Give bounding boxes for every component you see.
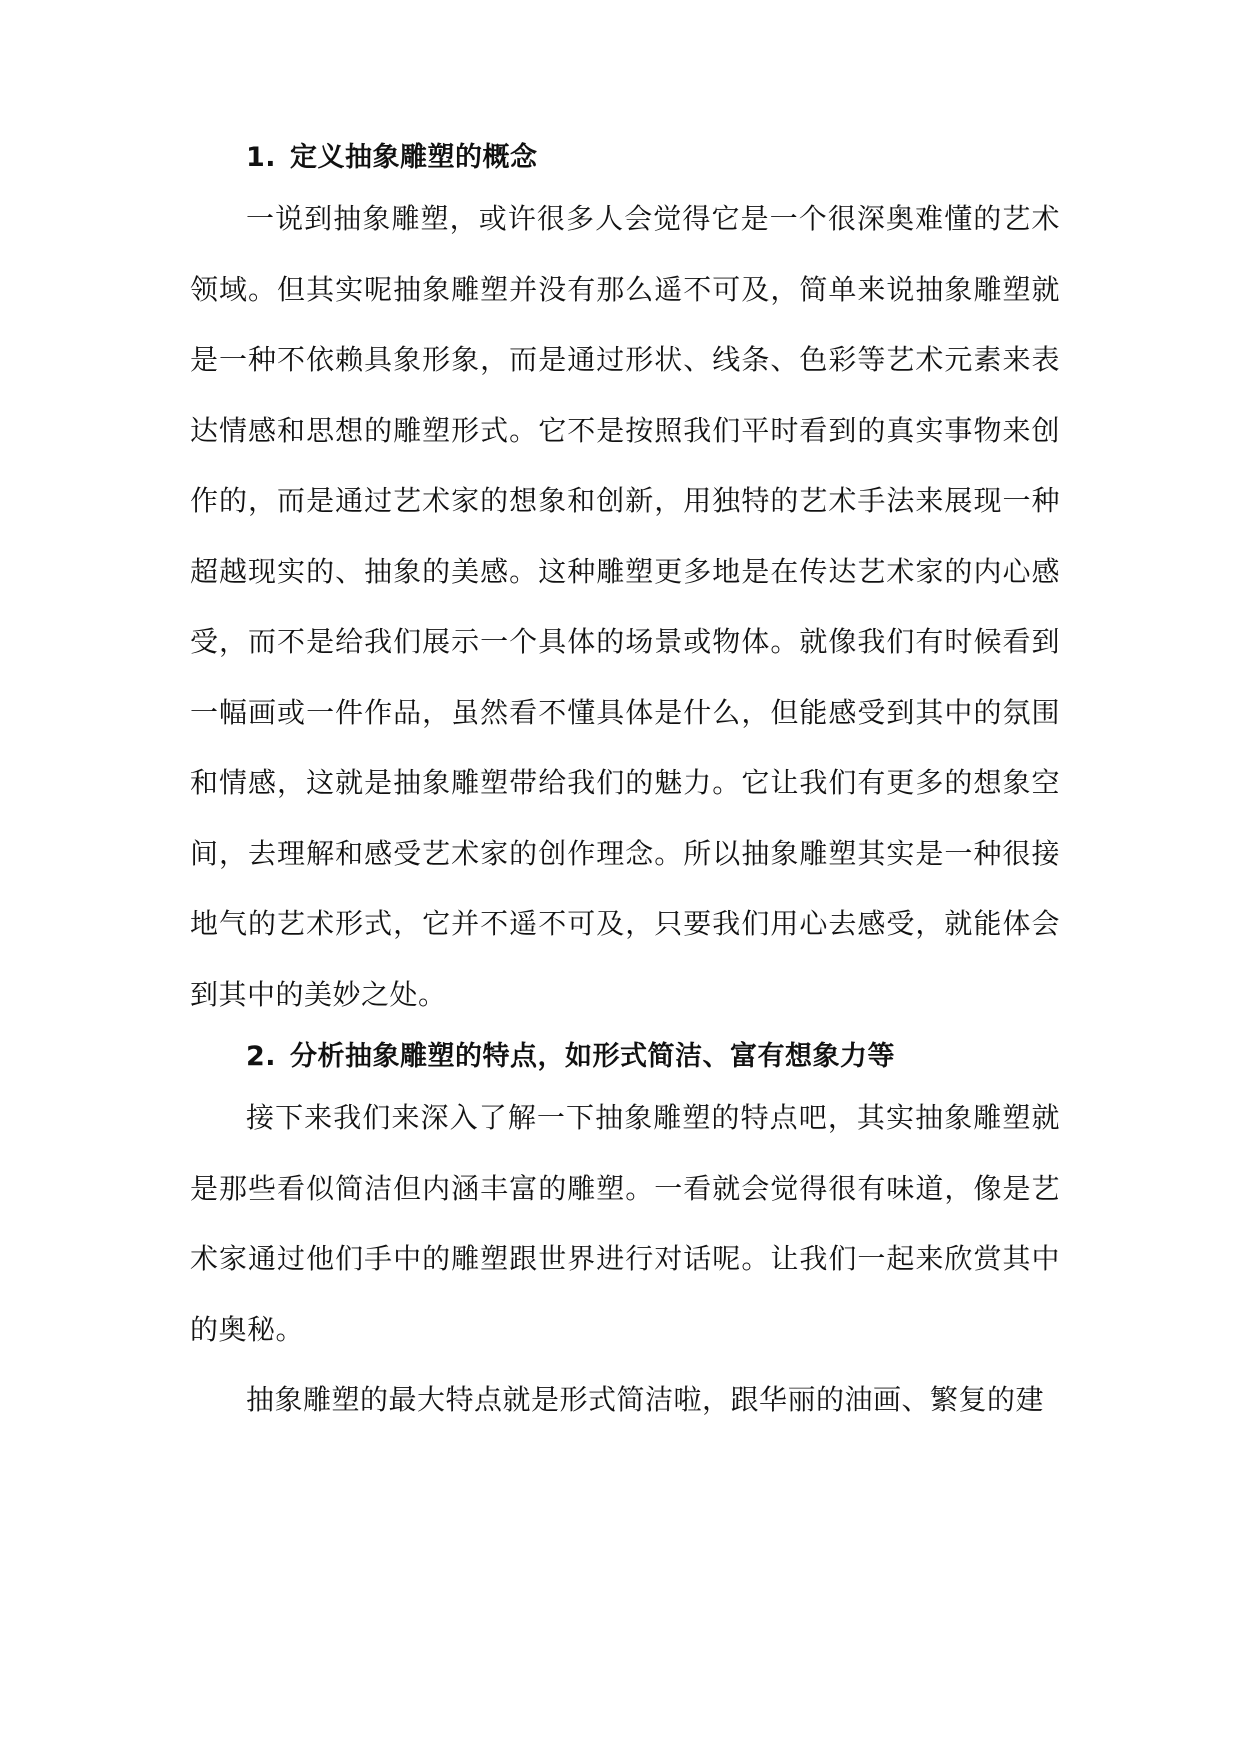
section-1-paragraph-1: 一说到抽象雕塑，或许很多人会觉得它是一个很深奥难懂的艺术领域。但其实呢抽象雕塑并没有那么遥不可及，简单来说抽象雕塑就是一种不依赖具象形象，而是通过形状、线条、色彩等艺术元素来表达情感和思想的雕塑形式。它不是按照我们平时看到的真实事物来创作的，而是通过艺术家的想象和创新，用独特的艺术手法来展现一种超越现实的、抽象的美感。这种雕塑更多地是在传达艺术家的内心感受，而不是给我们展示一个具体的场景或物体。就像我们有时候看到一幅画或一件作品，虽然看不懂具体是什么，但能感受到其中的氛围和情感，这就是抽象雕塑带给我们的魅力。它让我们有更多的想象空间，去理解和感受艺术家的创作理念。所以抽象雕塑其实是一种很接地气的艺术形式，它并不遥不可及，只要我们用心去感受，就能体会到其中的美妙之处。 xyxy=(190,202,1060,1011)
section-title-2: 分析抽象雕塑的特点，如形式简洁、富有想象力等 xyxy=(290,1041,895,1072)
section-2-paragraph-1: 接下来我们来深入了解一下抽象雕塑的特点吧，其实抽象雕塑就是那些看似简洁但内涵丰富的雕塑。一看就会觉得很有味道，像是艺术家通过他们手中的雕塑跟世界进行对话呢。让我们一起来欣赏其中的奥秘。 xyxy=(190,1101,1060,1346)
section-number-1: 1. xyxy=(246,142,277,173)
section-heading-2 xyxy=(246,1037,895,1077)
section-heading-1 xyxy=(246,138,538,178)
section-number-2: 2. xyxy=(246,1041,277,1072)
section-2-paragraph-2: 抽象雕塑的最大特点就是形式简洁啦，跟华丽的油画、繁复的建 xyxy=(246,1383,1045,1416)
section-title-1: 定义抽象雕塑的概念 xyxy=(290,142,538,173)
